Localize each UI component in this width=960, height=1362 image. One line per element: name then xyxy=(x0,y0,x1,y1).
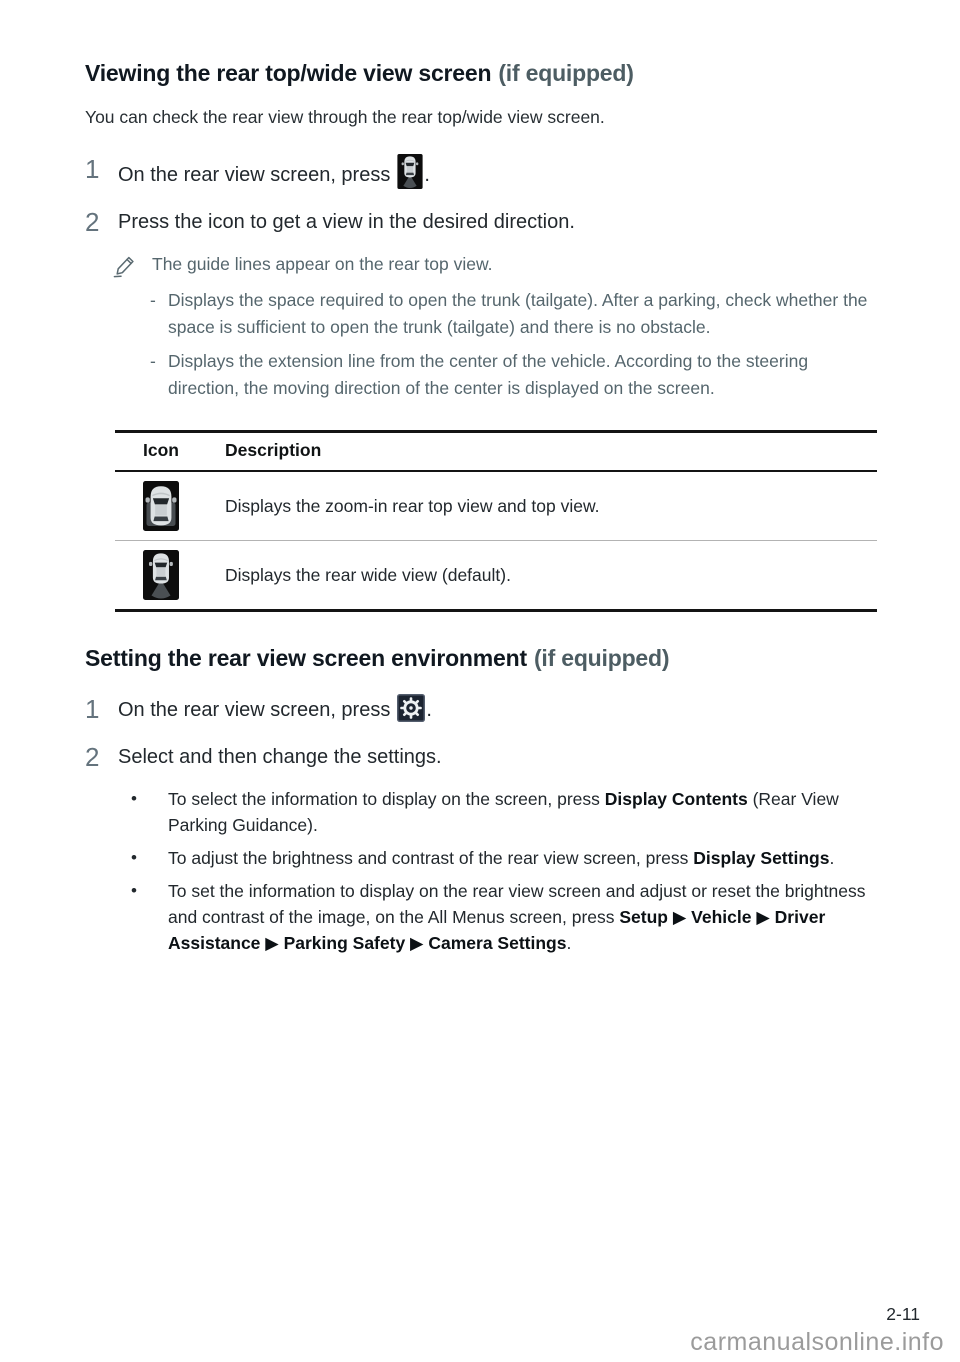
bullet-segment: (Rear View Parking Guidance). xyxy=(168,789,839,835)
table-row xyxy=(115,472,877,540)
section-title-text: Viewing the rear top/wide view screen xyxy=(85,60,492,86)
bullet-segment: . xyxy=(829,848,835,868)
section-rear-top-wide-view xyxy=(85,58,875,612)
step-text-after-icon: . xyxy=(426,699,432,721)
page-number: 2-11 xyxy=(886,1304,920,1324)
section-title xyxy=(85,643,875,673)
step-number: 2 xyxy=(85,742,100,772)
bullet-item xyxy=(130,878,875,956)
note-sub-item xyxy=(150,287,875,340)
section-title-text: Setting the rear view screen environment xyxy=(85,645,527,671)
bullet-text xyxy=(168,845,834,871)
column-header-description: Description xyxy=(225,440,322,460)
step-2 xyxy=(85,207,875,237)
column-header-icon: Icon xyxy=(143,440,179,460)
step-text: Press the icon to get a view in the desired direction. xyxy=(118,211,575,233)
step-text-before-icon: On the rear view screen, press xyxy=(118,699,391,721)
dash-glyph: - xyxy=(150,290,156,310)
note-sub-item-text: Displays the extension line from the center of the vehicle. According to the steering direction, the moving direction of the center is displayed on the screen. xyxy=(168,351,809,398)
section-intro: You can check the rear view through the rear top/wide view screen. xyxy=(85,107,605,127)
bullet-segment: To adjust the brightness and contrast of the rear view screen, press xyxy=(168,848,694,868)
step-number: 1 xyxy=(85,694,100,724)
step-1 xyxy=(85,694,875,725)
menu-path-camera-settings: Setup ▶ Vehicle ▶ Driver Assistance ▶ Parking Safety ▶ Camera Settings xyxy=(168,907,826,953)
bullet-segment: To select the information to display on the screen, press xyxy=(168,789,605,809)
step-number: 2 xyxy=(85,207,100,237)
icon-description-table xyxy=(115,430,877,612)
rear-wide-view-icon xyxy=(397,154,423,189)
step-text xyxy=(118,154,430,190)
menu-label-display-contents: Display Contents xyxy=(604,789,748,809)
step-text-before-icon: On the rear view screen, press xyxy=(118,164,391,186)
bullet-item xyxy=(130,786,875,838)
dash-glyph: - xyxy=(150,351,156,371)
step-text-after-icon: . xyxy=(424,164,430,186)
menu-label-display-settings: Display Settings xyxy=(693,848,830,868)
icon-description: Displays the zoom-in rear top view and top view. xyxy=(225,495,600,516)
note-sub-item-text: Displays the space required to open the trunk (tailgate). After a parking, check whether the space is sufficient to open the trunk (tailgate) and there is no obstacle. xyxy=(168,290,868,337)
rear-wide-view-icon xyxy=(115,550,225,600)
rear-top-zoom-view-icon xyxy=(115,481,225,531)
step-2 xyxy=(85,742,875,772)
icon-description: Displays the rear wide view (default). xyxy=(225,564,511,585)
section-rear-view-settings xyxy=(85,643,875,956)
section-title xyxy=(85,58,875,88)
bullet-segment: To set the information to display on the rear view screen and adjust or reset the brightness and contrast of the image, on the All Menus screen, press xyxy=(168,881,866,927)
bullet-item xyxy=(130,845,875,871)
settings-gear-icon xyxy=(397,694,425,722)
bullet-text xyxy=(168,878,875,956)
if-equipped-qualifier: (if equipped) xyxy=(533,645,670,671)
step-1 xyxy=(85,154,875,190)
watermark-text: carmanualsonline.info xyxy=(690,1328,944,1356)
bullet-glyph: • xyxy=(131,881,137,900)
bullet-glyph: • xyxy=(131,789,137,808)
table-header-row xyxy=(115,433,877,472)
step-number: 1 xyxy=(85,154,100,184)
step-text xyxy=(118,694,432,725)
step-text: Select and then change the settings. xyxy=(118,746,442,768)
bullet-segment: . xyxy=(566,933,572,953)
table-row xyxy=(115,540,877,609)
pencil-icon xyxy=(112,252,138,279)
note-sub-item xyxy=(150,348,875,401)
if-equipped-qualifier: (if equipped) xyxy=(498,60,634,86)
note-text: The guide lines appear on the rear top view. xyxy=(152,254,493,274)
bullet-glyph: • xyxy=(131,848,137,867)
note-block xyxy=(112,252,875,279)
bullet-text xyxy=(168,786,875,838)
